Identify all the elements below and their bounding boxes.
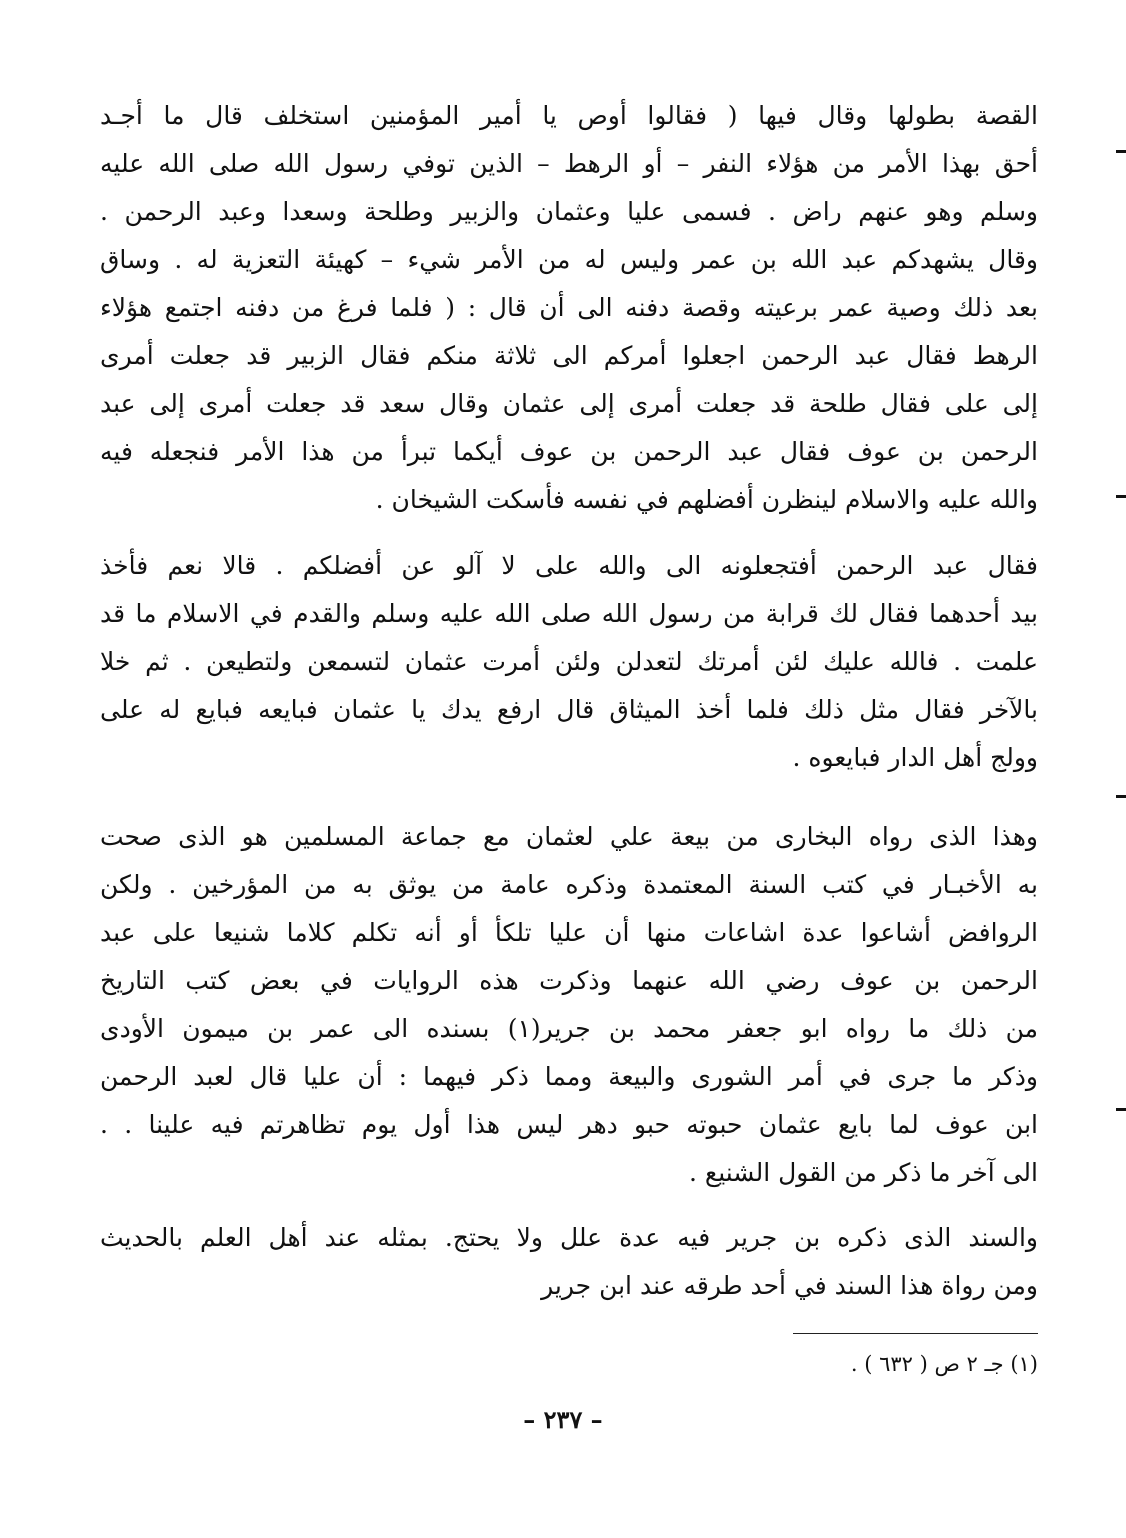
text-line: وذكر ما جرى في أمر الشورى والبيعة ومما ذكر فيهما : أن عليا قال لعبد الرحمن	[100, 1062, 1038, 1091]
paragraph-3	[100, 813, 1038, 1197]
page-number: – ٢٣٧ –	[523, 1405, 603, 1434]
margin-mark	[1116, 495, 1126, 498]
text-line: أحق بهذا الأمر من هؤلاء النفر – أو الرهط – الذين توفي رسول الله صلى الله عليه	[100, 149, 1038, 178]
text-line: وهذا الذى رواه البخارى من بيعة علي لعثمان مع جماعة المسلمين هو الذى صحت	[100, 822, 1038, 851]
paragraph-2	[100, 542, 1038, 782]
text-line: بيد أحدهما فقال لك قرابة من رسول الله صلى الله عليه وسلم والقدم في الاسلام ما قد	[100, 599, 1038, 628]
text-line: الرحمن بن عوف فقال عبد الرحمن بن عوف أيكما تبرأ من هذا الأمر فنجعله فيه	[100, 437, 1038, 466]
margin-mark	[1116, 1108, 1126, 1111]
text-line: وقال يشهدكم عبد الله بن عمر وليس له من الأمر شيء – كهيئة التعزية له . وساق	[100, 245, 1038, 274]
text-line: إلى على فقال طلحة قد جعلت أمرى إلى عثمان وقال سعد قد جعلت أمرى إلى عبد	[100, 389, 1038, 418]
text-line: القصة بطولها وقال فيها ( فقالوا أوص يا أمير المؤمنين استخلف قال ما أجـد	[100, 101, 1038, 130]
text-line: وسلم وهو عنهم راض . فسمى عليا وعثمان والزبير وطلحة وسعدا وعبد الرحمن .	[100, 197, 1038, 226]
text-line: الى آخر ما ذكر من القول الشنيع .	[689, 1158, 1038, 1187]
text-line: ابن عوف لما بايع عثمان حبوته حبو دهر ليس هذا أول يوم تظاهرتم فيه علينا . .	[100, 1110, 1038, 1139]
text-line: ومن رواة هذا السند في أحد طرقه عند ابن جرير	[541, 1271, 1038, 1300]
text-line: بعد ذلك وصية عمر برعيته وقصة دفنه الى أن قال : ( فلما فرغ من دفنه اجتمع هؤلاء	[100, 293, 1038, 322]
text-line: الرهط فقال عبد الرحمن اجعلوا أمركم الى ثلاثة منكم فقال الزبير قد جعلت أمرى	[100, 341, 1038, 370]
text-line: بالآخر فقال مثل ذلك فلما أخذ الميثاق قال ارفع يدك يا عثمان فبايعه فبايع له على	[100, 695, 1038, 724]
paragraph-4	[100, 1214, 1038, 1310]
margin-mark	[1116, 150, 1126, 153]
text-line: والسند الذى ذكره بن جرير فيه عدة علل ولا يحتج. بمثله عند أهل العلم بالحديث	[100, 1223, 1038, 1252]
text-line: الروافض أشاعوا عدة اشاعات منها أن عليا تلكأ أو أنه تكلم كلاما شنيعا على عبد	[100, 918, 1038, 947]
paragraph-1	[100, 92, 1038, 524]
text-line: من ذلك ما رواه ابو جعفر محمد بن جرير(١) بسنده الى عمر بن ميمون الأودى	[100, 1014, 1038, 1043]
text-line: فقال عبد الرحمن أفتجعلونه الى والله على لا آلو عن أفضلكم . قالا نعم فأخذ	[100, 551, 1038, 580]
text-line: وولج أهل الدار فبايعوه .	[792, 743, 1038, 772]
footnote: (١) جـ ٢ ص ( ٦٣٢ ) .	[850, 1352, 1038, 1376]
margin-mark	[1116, 795, 1126, 798]
text-line: الرحمن بن عوف رضي الله عنهما وذكرت هذه الروايات في بعض كتب التاريخ	[100, 966, 1038, 995]
footnote-divider	[793, 1333, 1038, 1334]
text-line: به الأخبـار في كتب السنة المعتمدة وذكره عامة من يوثق به من المؤرخين . ولكن	[100, 870, 1038, 899]
text-line: والله عليه والاسلام لينظرن أفضلهم في نفسه فأسكت الشيخان .	[375, 485, 1038, 514]
text-line: علمت . فالله عليك لئن أمرتك لتعدلن ولئن أمرت عثمان لتسمعن ولتطيعن . ثم خلا	[100, 647, 1038, 676]
